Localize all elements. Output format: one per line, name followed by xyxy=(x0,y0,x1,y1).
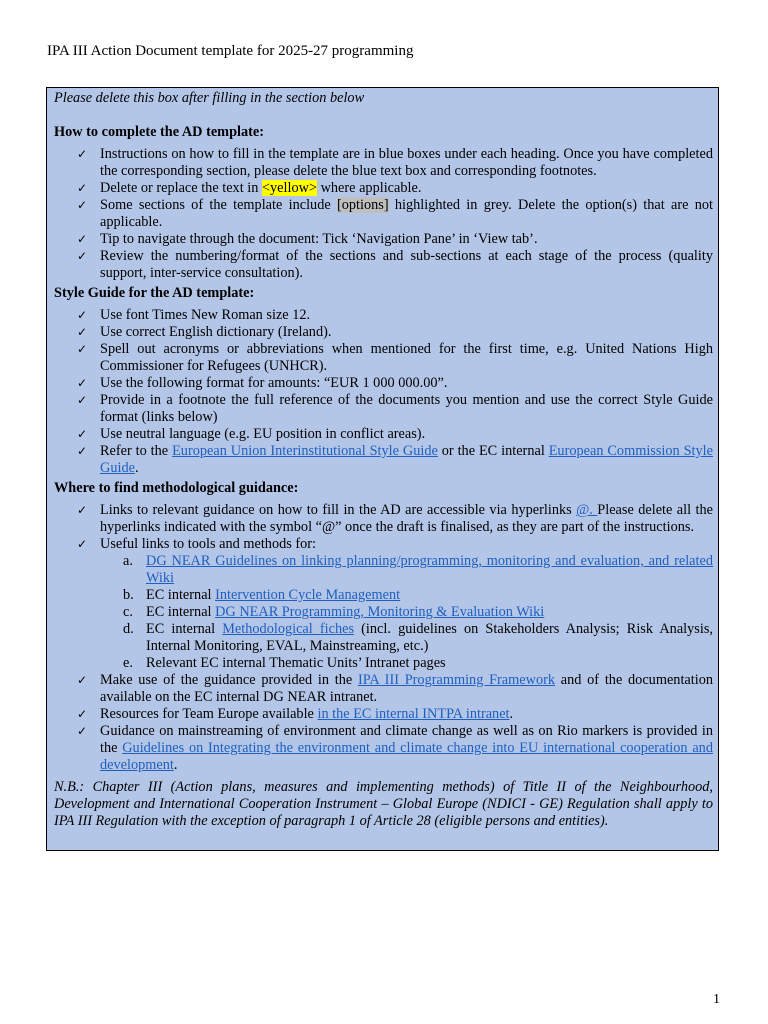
pme-wiki-link[interactable]: DG NEAR Programming, Monitoring & Evaluation Wiki xyxy=(215,604,545,620)
sublist-item: e. Relevant EC internal Thematic Units’ Intranet pages xyxy=(123,655,446,671)
box-intro: Please delete this box after filling in the section below xyxy=(54,90,365,106)
instruction-box xyxy=(46,87,719,851)
intervention-cycle-link[interactable]: Intervention Cycle Management xyxy=(215,587,401,603)
environment-guidelines-link[interactable]: Guidelines on Integrating the environment and climate change into EU international cooperation and development xyxy=(100,740,713,773)
sublist-item: c. EC internal DG NEAR Programming, Monitoring & Evaluation Wiki xyxy=(123,604,545,620)
list-item: ✓ Spell out acronyms or abbreviations when mentioned for the first time, e.g. United Nations High Commissioner for Refugees (UNHCR). xyxy=(54,341,713,375)
list-item: ✓ Tip to navigate through the document: Tick ‘Navigation Pane’ in ‘View tab’. xyxy=(54,231,713,248)
list-item: ✓ Use neutral language (e.g. EU position in conflict areas). xyxy=(54,426,713,443)
at-symbol-link[interactable]: @. xyxy=(576,502,598,518)
style-guide-heading: Style Guide for the AD template: xyxy=(54,285,255,301)
sublist-item: b. EC internal Intervention Cycle Management xyxy=(123,587,401,603)
list-item: ✓ Some sections of the template include [options] highlighted in grey. Delete the option(s) that are not applicable. xyxy=(54,197,713,231)
yellow-highlight: <yellow> xyxy=(261,180,317,196)
methodology-list xyxy=(54,502,713,774)
list-item: ✓ Use correct English dictionary (Ireland). xyxy=(54,324,713,341)
ipa-programming-framework-link[interactable]: IPA III Programming Framework xyxy=(358,672,556,688)
list-item: ✓ Delete or replace the text in <yellow> where applicable. xyxy=(54,180,713,197)
nb-note: N.B.: Chapter III (Action plans, measures and implementing methods) of Title II of the Neighbourhood, Development and International Cooperation Instrument – Global Europe (NDICI - GE) Regulation shall apply to IPA III Regulation with the exception of paragraph 1 of Article 28 (eligible persons and entities). xyxy=(54,779,713,829)
ec-style-guide-link[interactable]: European Commission Style Guide xyxy=(100,443,713,476)
list-item: ✓ Make use of the guidance provided in the IPA III Programming Framework and of the documentation available on the EC internal DG NEAR intranet. xyxy=(54,672,713,706)
how-to-heading: How to complete the AD template: xyxy=(54,124,265,140)
list-item: ✓ Use the following format for amounts: “EUR 1 000 000.00”. xyxy=(54,375,713,392)
tools-sublist xyxy=(100,553,713,672)
list-item: ✓ Links to relevant guidance on how to fill in the AD are accessible via hyperlinks @. Please delete all the hyperlinks indicated with the symbol “@” once the draft is finalised, as they are part of the instructions. xyxy=(54,502,713,536)
page-number: 1 xyxy=(713,992,720,1007)
list-item: ✓ Guidance on mainstreaming of environment and climate change as well as on Rio markers is provided in the Guidelines on Integrating the environment and climate change into EU international cooperation and development. xyxy=(54,723,713,774)
dg-near-guidelines-link[interactable]: DG NEAR Guidelines on linking planning/programming, monitoring and evaluation, and related Wiki xyxy=(146,553,713,586)
document-title: IPA III Action Document template for 2025-27 programming xyxy=(47,43,414,59)
list-item: ✓ Refer to the European Union Interinstitutional Style Guide or the EC internal European Commission Style Guide. xyxy=(54,443,713,477)
style-guide-list xyxy=(54,307,713,477)
list-item: ✓ Review the numbering/format of the sections and sub-sections at each stage of the process (quality support, inter-service consultation). xyxy=(54,248,713,282)
how-to-list xyxy=(54,146,713,282)
methodology-heading: Where to find methodological guidance: xyxy=(54,480,299,496)
list-item: ✓ Use font Times New Roman size 12. xyxy=(54,307,713,324)
grey-highlight: [options] xyxy=(336,197,389,213)
list-item: ✓ Provide in a footnote the full reference of the documents you mention and use the correct Style Guide format (links below) xyxy=(54,392,713,426)
methodological-fiches-link[interactable]: Methodological fiches xyxy=(222,621,355,637)
intpa-intranet-link[interactable]: in the EC internal INTPA intranet xyxy=(317,706,510,722)
sublist-item: d. EC internal Methodological fiches (incl. guidelines on Stakeholders Analysis; Risk Analysis, Internal Monitoring, EVAL, Mainstreaming, etc.) xyxy=(123,621,713,654)
list-item: ✓ Useful links to tools and methods for: a. DG NEAR Guidelines on linking planning/programming, monitoring and evaluation, and related Wiki b. EC internal Intervention Cycle Management c. EC internal DG NEAR Programming, Monitoring & Evaluation Wiki d. EC internal Methodological fiches (incl. guidelines on Stakeholders Analysis; Risk Analysis, Internal Monitoring, EVAL, Mainstreaming, etc.) e. Relevant EC internal Thematic Units’ Intranet pages xyxy=(54,536,713,672)
list-item: ✓ Instructions on how to fill in the template are in blue boxes under each heading. Once you have completed the corresponding section, please delete the blue text box and corresponding footnotes. xyxy=(54,146,713,180)
eu-style-guide-link[interactable]: European Union Interinstitutional Style Guide xyxy=(172,443,438,459)
sublist-item: a. DG NEAR Guidelines on linking planning/programming, monitoring and evaluation, and related Wiki xyxy=(123,553,713,586)
list-item: ✓ Resources for Team Europe available in the EC internal INTPA intranet. xyxy=(54,706,713,723)
